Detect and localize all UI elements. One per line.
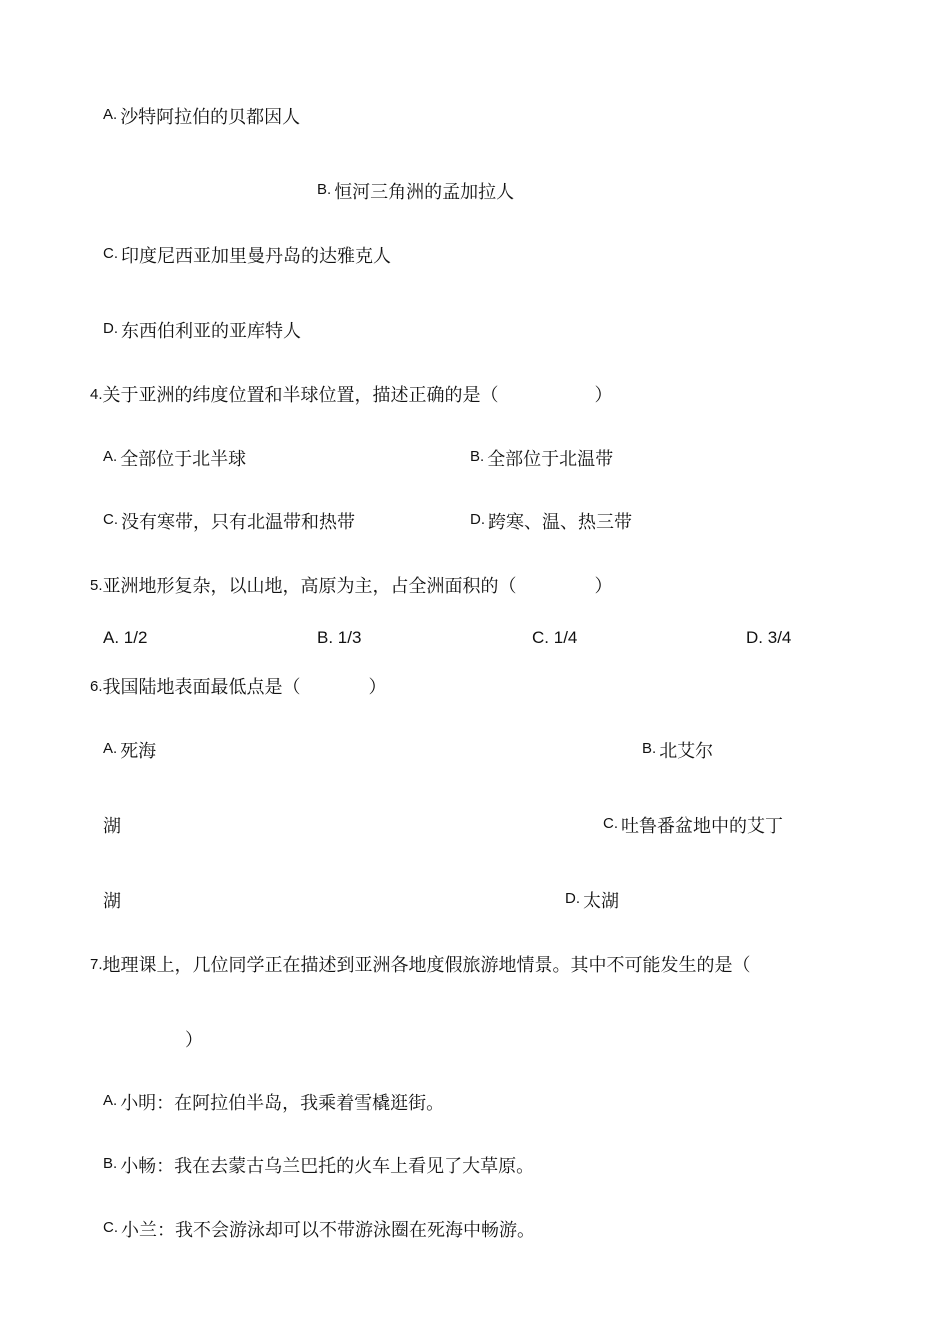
option-text: 小明：在阿拉伯半岛，我乘着雪橇逛街。 (120, 1093, 445, 1114)
option-label: B. (103, 1155, 118, 1172)
q7-option-c (103, 1219, 535, 1244)
option-text: 1/2 (123, 628, 148, 647)
q4-option-a (103, 448, 246, 473)
q4-stem (90, 384, 613, 409)
option-text: 沙特阿拉伯的贝都因人 (120, 107, 301, 128)
question-number: 7. (90, 956, 103, 973)
option-text: 湖 (103, 891, 121, 912)
q6-option-c (603, 815, 783, 840)
question-number: 4. (90, 386, 103, 403)
q7-stem (90, 954, 751, 979)
option-label: C. (603, 815, 618, 832)
question-stem: 地理课上，几位同学正在描述到亚洲各地度假旅游地情景。其中不可能发生的是（ (102, 955, 751, 976)
question-number: 6. (90, 678, 103, 695)
q5-option-b (317, 626, 361, 650)
option-text: 小兰：我不会游泳却可以不带游泳圈在死海中畅游。 (121, 1220, 535, 1241)
q3-option-c (103, 245, 391, 270)
question-number: 5. (90, 577, 103, 594)
q6-option-d (565, 890, 619, 915)
q7-option-b (103, 1155, 534, 1180)
q4-option-c (103, 511, 355, 536)
option-text: 吐鲁番盆地中的艾丁 (621, 816, 783, 837)
q5-option-a (103, 626, 147, 650)
option-text: 东西伯利亚的亚库特人 (121, 321, 301, 342)
option-label: C. (103, 511, 118, 528)
option-text: 死海 (120, 741, 157, 762)
q6-option-c-continuation (103, 890, 121, 914)
question-stem: 亚洲地形复杂，以山地，高原为主，占全洲面积的（ (102, 576, 517, 597)
q5-option-c (532, 626, 577, 650)
question-stem: 关于亚洲的纬度位置和半球位置，描述正确的是（ (102, 385, 499, 406)
q5-option-d (746, 626, 791, 650)
option-text: 没有寒带，只有北温带和热带 (121, 512, 355, 533)
option-label: A. (103, 448, 118, 465)
q6-option-a (103, 740, 156, 765)
option-text: 湖 (103, 816, 121, 837)
close-paren: ） (185, 1030, 203, 1051)
option-label: B. (642, 740, 657, 757)
q4-option-d (470, 511, 632, 536)
option-label: C. (103, 245, 118, 262)
q3-option-b (317, 181, 514, 206)
close-paren: ） (594, 385, 613, 406)
option-text: 全部位于北半球 (120, 449, 247, 470)
q7-option-a (103, 1092, 444, 1117)
q6-option-b-continuation (103, 815, 121, 839)
option-label: B. (470, 448, 485, 465)
option-text: 太湖 (583, 891, 619, 912)
option-label: A. (103, 1092, 118, 1109)
option-text: 全部位于北温带 (487, 449, 614, 470)
option-label: B. (317, 628, 334, 647)
close-paren: ） (368, 677, 387, 698)
q3-option-d (103, 320, 301, 345)
option-text: 小畅：我在去蒙古乌兰巴托的火车上看见了大草原。 (120, 1156, 535, 1177)
q5-stem (90, 575, 613, 600)
q6-option-b (642, 740, 713, 765)
option-text: 1/4 (553, 628, 578, 647)
question-stem: 我国陆地表面最低点是（ (102, 677, 301, 698)
option-text: 印度尼西亚加里曼丹岛的达雅克人 (121, 246, 391, 267)
close-paren: ） (594, 576, 613, 597)
option-label: D. (103, 320, 118, 337)
option-label: A. (103, 106, 118, 123)
q4-option-b (470, 448, 613, 473)
option-label: C. (532, 628, 549, 647)
option-text: 1/3 (337, 628, 362, 647)
option-text: 3/4 (767, 628, 792, 647)
option-label: A. (103, 628, 120, 647)
option-label: A. (103, 740, 118, 757)
option-label: D. (470, 511, 485, 528)
option-label: C. (103, 1219, 118, 1236)
option-label: B. (317, 181, 332, 198)
q7-close-paren (185, 1029, 203, 1053)
option-label: D. (565, 890, 580, 907)
q3-option-a (103, 106, 300, 131)
option-text: 北艾尔 (659, 741, 714, 762)
option-label: D. (746, 628, 763, 647)
q6-stem (90, 676, 387, 701)
option-text: 恒河三角洲的孟加拉人 (334, 182, 515, 203)
option-text: 跨寒、温、热三带 (488, 512, 632, 533)
